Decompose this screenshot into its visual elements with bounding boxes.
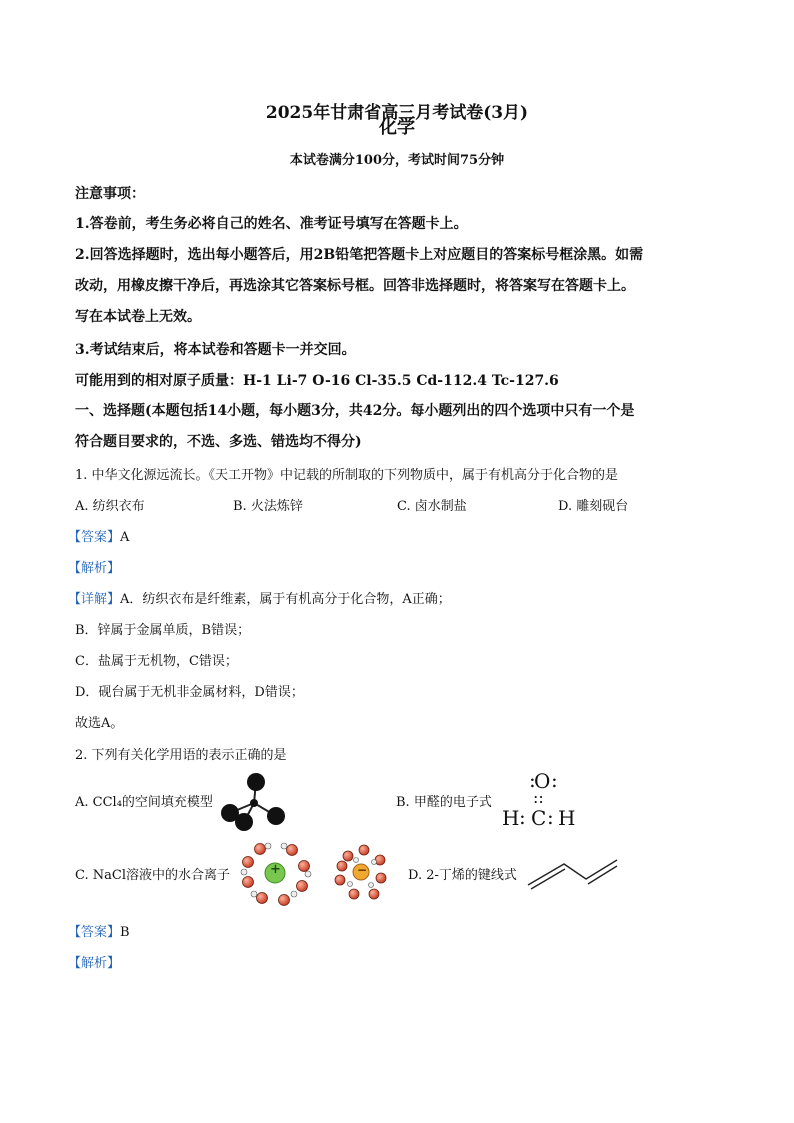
q1-stem: 1. 中华文化源远流长。《天工开物》中记载的所制取的下列物质中，属于有机高分于化合物的是 xyxy=(75,468,619,483)
section-1-line-2: 符合题目要求的，不选、多选、错选均不得分) xyxy=(75,434,362,450)
q1-detail-a-line xyxy=(68,588,451,607)
q2-stem: 2. 下列有关化学用语的表示正确的是 xyxy=(75,748,287,763)
q1-detail-d: D．砚台属于无机非金属材料，D错误； xyxy=(75,685,304,700)
q2-answer-line xyxy=(68,921,130,940)
page-title: 2025年甘肃省高三月考试卷(3月) xyxy=(265,103,529,123)
q1-answer-value: A xyxy=(120,530,130,545)
q1-answer-line xyxy=(68,526,129,545)
notice-item-1: 1.答卷前，考生务必将自己的姓名、准考证号填写在答题卡上。 xyxy=(75,216,468,232)
q1-option-c: C. 卤水制盐 xyxy=(397,499,467,514)
lewis-double-bond-dots: :: xyxy=(533,788,544,807)
lewis-carbon: C xyxy=(531,806,547,830)
q1-option-b: B. 火法炼锌 xyxy=(233,499,303,514)
2-butene-skeletal-formula-icon xyxy=(522,852,622,892)
notice-heading: 注意事项： xyxy=(75,186,145,202)
exam-note: 本试卷满分100分，考试时间75分钟 xyxy=(289,153,505,168)
lewis-dots-h-c: : xyxy=(519,805,526,829)
q1-analysis-tag: 【解析】 xyxy=(68,561,121,576)
q2-option-d: D. 2-丁烯的键线式 xyxy=(408,868,517,883)
q2-answer-tag: 【答案】 xyxy=(68,925,121,940)
q1-detail-b: B．锌属于金属单质，B错误； xyxy=(75,623,251,638)
lewis-hydrogen-right: H xyxy=(558,806,576,830)
atomic-masses: 可能用到的相对原子质量：H-1 Li-7 O-16 Cl-35.5 Cd-112.4 Tc-127.6 xyxy=(75,373,559,389)
q2-option-b: B. 甲醛的电子式 xyxy=(396,795,492,810)
notice-item-2-line-3: 写在本试卷上无效。 xyxy=(75,309,201,325)
subject-title: 化学 xyxy=(379,117,415,138)
q1-detail-c: C．盐属于无机物，C错误； xyxy=(75,654,238,669)
hydrated-ions-icon xyxy=(240,838,400,908)
notice-item-3: 3.考试结束后，将本试卷和答题卡一并交回。 xyxy=(75,342,356,358)
q1-conclusion: 故选A。 xyxy=(75,716,124,731)
lewis-hydrogen-left: H xyxy=(502,806,520,830)
notice-item-2-line-2: 改动，用橡皮擦干净后，再选涂其它答案标号框。回答非选择题时，将答案写在答题卡上。 xyxy=(75,278,635,294)
lewis-oxygen: O xyxy=(534,769,551,793)
q1-detail-tag: 【详解】 xyxy=(68,592,121,607)
notice-item-2-line-1: 2.回答选择题时，选出每小题答后，用2B铅笔把答题卡上对应题目的答案标号框涂黑。如需 xyxy=(75,247,644,263)
lewis-dots-right-o: : xyxy=(551,768,558,792)
lewis-dots-left-o: : xyxy=(529,768,536,792)
lewis-dots-c-h: : xyxy=(547,805,554,829)
q1-option-a: A. 纺织衣布 xyxy=(75,499,145,514)
na-ion-sign: + xyxy=(270,862,281,877)
q1-detail-a: A．纺织衣布是纤维素，属于有机高分于化合物，A正确； xyxy=(120,592,451,607)
ccl4-space-filling-model-icon xyxy=(214,770,294,832)
q1-answer-tag: 【答案】 xyxy=(68,530,121,545)
section-1-line-1: 一、选择题(本题包括14小题，每小题3分，共42分。每小题列出的四个选项中只有一个是 xyxy=(75,403,635,419)
formaldehyde-lewis-structure xyxy=(500,768,590,832)
q1-option-d: D. 雕刻砚台 xyxy=(558,499,629,514)
cl-ion-sign: − xyxy=(357,863,368,877)
q2-analysis-tag: 【解析】 xyxy=(68,956,121,971)
q2-answer-value: B xyxy=(120,925,130,940)
q2-option-a: A. CCl₄的空间填充模型 xyxy=(75,795,213,810)
q2-option-c: C. NaCl溶液中的水合离子 xyxy=(75,868,230,883)
